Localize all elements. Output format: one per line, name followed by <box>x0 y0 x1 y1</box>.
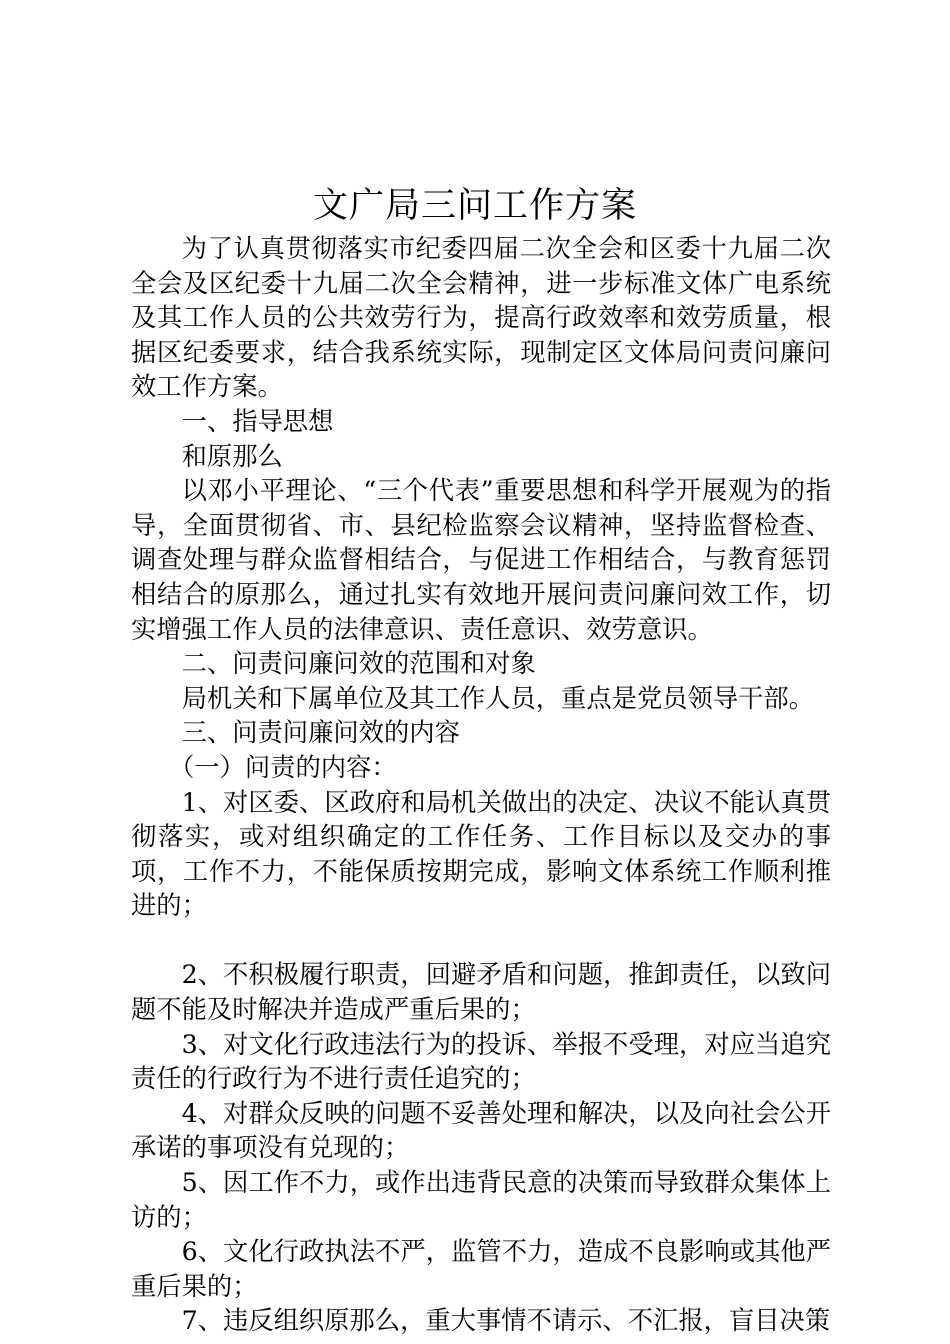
document-title: 文广局三问工作方案 <box>312 186 637 226</box>
guiding-principle-paragraph: 以邓小平理论、“三个代表”重要思想和科学开展观为的指导，全面贯彻省、市、县纪检监察会议精神，坚持监督检查、调查处理与群众监督相结合，与促进工作相结合，与教育惩罚相结合的原那么，通过扎实有效地开展问责问廉问效工作，切实增强工作人员的法律意识、责任意识、效劳意识。 <box>131 476 831 644</box>
list-item-7: 7、违反组织原那么，重大事情不请示、不汇报，盲目决策 <box>181 1306 831 1336</box>
blank-line <box>131 924 831 959</box>
list-item-1: 1、对区委、区政府和局机关做出的决定、决议不能认真贯彻落实，或对组织确定的工作任务、工作目标以及交办的事项，工作不力，不能保质按期完成，影响文体系统工作顺利推进的； <box>131 787 831 921</box>
list-item-5: 5、因工作不力，或作出违背民意的决策而导致群众集体上访的； <box>131 1168 831 1232</box>
section-heading-1: 一、指导思想 <box>181 406 334 436</box>
list-item-6: 6、文化行政执法不严，监管不力，造成不良影响或其他严重后果的； <box>131 1237 831 1301</box>
section-heading-2: 二、问责问廉问效的范围和对象 <box>181 649 536 679</box>
section-heading-1-continued: 和原那么 <box>181 441 283 471</box>
intro-paragraph: 为了认真贯彻落实市纪委四届二次全会和区委十九届二次全会及区纪委十九届二次全会精神，进一步标准文体广电系统及其工作人员的公共效劳行为，提高行政效率和效劳质量，根据区纪委要求，结合我系统实际，现制定区文体局问责问廉问效工作方案。 <box>131 234 831 402</box>
document-body <box>131 232 831 1339</box>
list-item-2: 2、不积极履行职责，回避矛盾和问题，推卸责任，以致问题不能及时解决并造成严重后果的； <box>131 960 831 1025</box>
subsection-heading-1: （一）问责的内容： <box>169 752 397 782</box>
list-item-4: 4、对群众反映的问题不妥善处理和解决，以及向社会公开承诺的事项没有兑现的； <box>131 1098 831 1163</box>
section-heading-3: 三、问责问廉问效的内容 <box>181 718 460 748</box>
scope-paragraph: 局机关和下属单位及其工作人员，重点是党员领导干部。 <box>181 683 815 713</box>
list-item-3: 3、对文化行政违法行为的投诉、举报不受理，对应当追究责任的行政行为不进行责任追究的； <box>131 1029 831 1094</box>
